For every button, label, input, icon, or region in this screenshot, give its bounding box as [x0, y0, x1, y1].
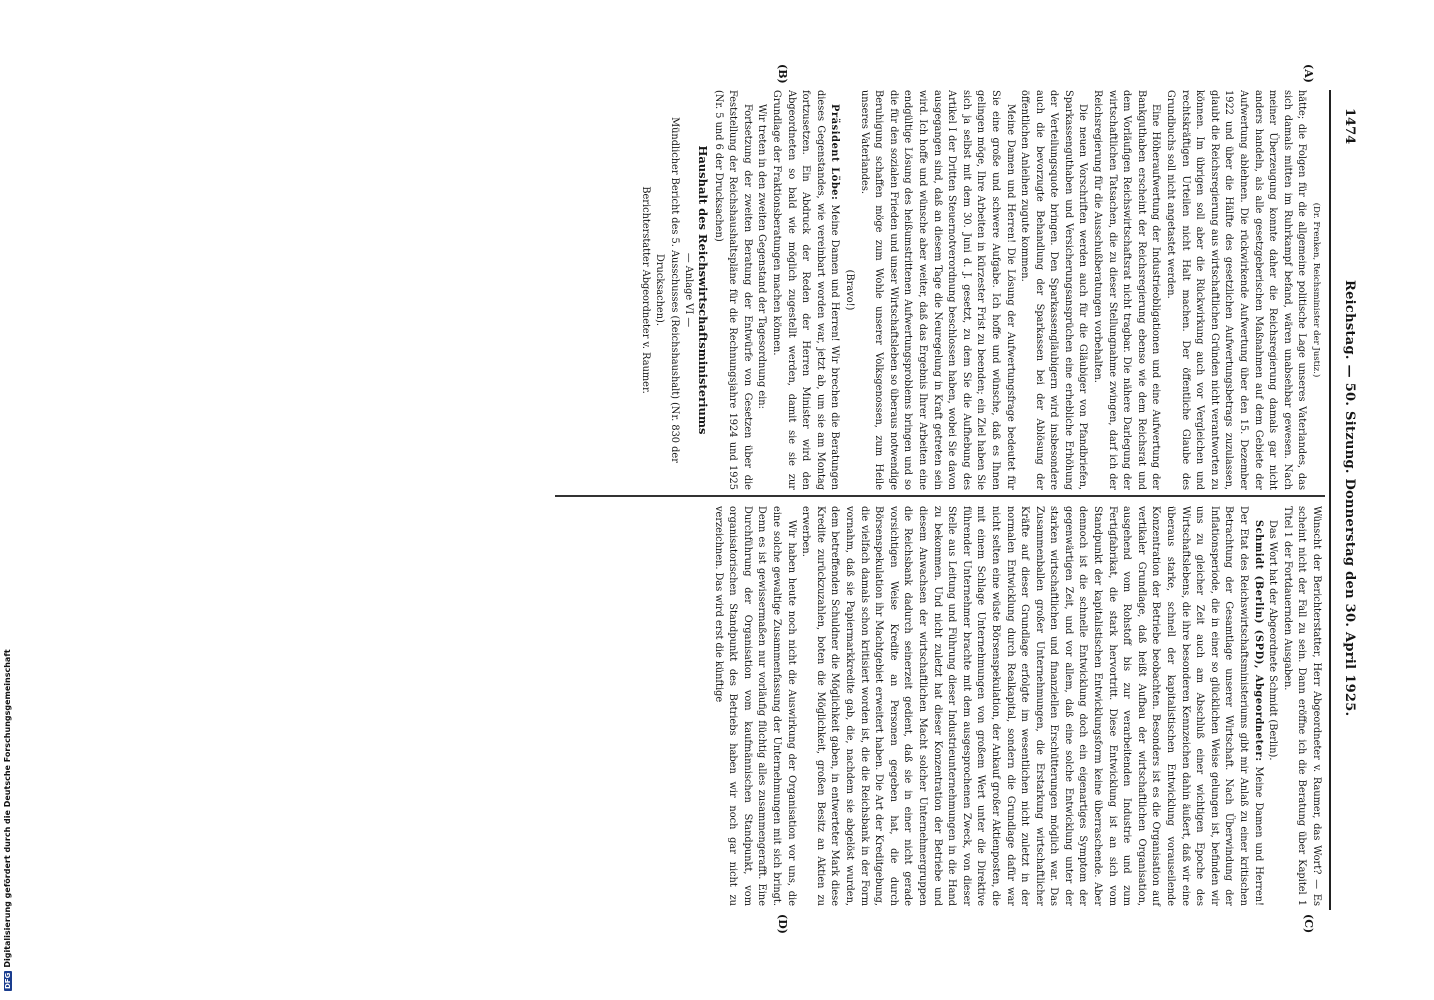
margin-marker-a: (A) — [1302, 64, 1315, 83]
agenda-item: Fortsetzung der zweiten Beratung der Entwürfe von Gesetzen über die Feststellung der Reichshaushaltspläne für die Rechnungsjahre 1924 und 1925 (Nr. 5 und 6 der Drucksachen) — [712, 90, 753, 490]
column-rule — [555, 495, 1325, 497]
speaker-continuation: (Dr. Frenken, Reichsminister der Justiz.) — [1311, 202, 1321, 378]
rotated-page — [104, 64, 1359, 934]
header-rule — [1329, 90, 1331, 910]
page-header — [1333, 90, 1359, 910]
applause-note: (Bravo!) — [844, 269, 855, 311]
speech-paragraph — [768, 90, 841, 490]
paragraph: Wir treten in den zweiten Gegenstand der Tagesordnung ein: — [756, 104, 768, 409]
left-column — [637, 90, 1323, 490]
margin-marker-d: (D) — [776, 914, 789, 934]
speech-paragraph — [798, 506, 1265, 906]
speech-text: Meine Damen und Herren! Der Etat des Reichswirtschaftsministeriums gibt mir Anlaß zu einer kritischen Betrachtung der Gesamtlage unserer Wirtschaft. Nach Überwindung der Inflationsperiode, die in einer so glücklichen Weise gelungen ist, befinden wir uns zu gleicher Zeit auch am Abschluß einer wichtigen Epoche des Wirtschaftslebens, die ihre besonderen Kennzeichen dahin äußert, daß wir eine überaus starke, schnell der kapitalistischen Entwicklung vorauseilende Konzentration der Betriebe beobachten. Besonders ist es die Organisation auf vertikaler Grundlage, daß heißt Aufbau der wirtschaftlichen Organisation, ausgehend vom Rohstoff bis zur verarbeitenden Industrie und zum Fertigfabrikat, die stark hervortritt. Diese Entwicklung ist an sich vom Standpunkt der kapitalistischen Entwicklungsform keine überraschende. Aber dennoch ist die schnelle Entwicklung doch ein eigenartiges Symptom der gegenwärtigen Zeit, und vor allem, daß eine solche Entwicklung unter der starken wirtschaftlichen und finanziellen Erschütterungen möglich war. Das Zusammenballen großer Unternehmungen, die Erstarkung wirtschaftlicher Kräfte auf dieser Grundlage erfolgte im wesentlichen nicht zuletzt in der normalen Entwicklung durch Realkapital, sondern die Grundlage dafür war nicht selten eine wüste Börsenspekulation, der Ankauf großer Aktienposten, die mit einem Schlage Unternehmungen von großem Wert unter die Direktive führender Unternehmer brachte mit dem ausgesprochenen Zweck, von dieser Stelle aus Leitung und Führung dieser Industrieunternehmungen in die Hand zu bekommen. Und nicht zuletzt hat dieser Konzentration der Betriebe und diesem Anwachsen der wirtschaftlichen Macht solcher Unternehmergruppen die Reichsbank dadurch seinerzeit gedient, daß sie in einer nicht gerade vorsichtigen Weise Kredite an Personen gegeben hat, die durch Börsenspekulation ihr Machtgebiet erweitert haben. Die Art der Kreditgebung, die vielfach damals schon kritisiert worden ist, die die Reichsbank in der Form vornahm, daß sie Papiermarkkredite gab, die, nachdem sie abgelöst wurden, dem betreffenden Schuldner die Möglichkeit gaben, in entwerteter Mark diese Kredite zurückzuzahlen, boten die Möglichkeit, großen Besitz an Aktien zu erwerben. — [800, 506, 1264, 906]
paragraph: Wir haben heute noch nicht die Auswirkung der Organisation vor uns, die eine solche gewaltige Zusammenfassung der Unternehmungen mit sich bringt. Denn es ist gewissermaßen nur vorläufig flüchtig alles zusammengerafft. Eine Durchführung der Organisation vom kaufmännischen Standpunkt, vom organisatorischen Standpunkt des Betriebs haben wir noch gar nicht zu verzeichnen. Das wird erst die künftige — [712, 506, 797, 906]
paragraph: Die neuen Vorschriften werden auch für die Gläubiger von Pfandbriefen, Sparkassenguthaben und Versicherungsansprüchen eine erhebliche Erhöhung der Verteilungsquote bringen. Den Sparkassengläubigern wird insbesondere auch die bevorzugte Behandlung der Sparkassen bei der Ablösung der öffentlichen Anleihen zugute kommen. — [1019, 90, 1089, 490]
paragraph: Eine Höheraufwertung der Industrieobligationen und eine Aufwertung der Bankguthaben erscheint der Reichsregierung ebenso wie dem Reichsrat und dem Vorläufigen Reichswirtschaftsrat nicht tragbar. Die nähere Darlegung der wirtschaftlichen Tatsachen, die zu dieser Stellungnahme zwingen, darf ich der Reichsregierung für die Ausschußberatungen vorbehalten. — [1092, 90, 1162, 490]
margin-marker-c: (C) — [1302, 914, 1315, 934]
annex-label: — Anlage VI — — [683, 252, 695, 328]
paragraph: Meine Damen und Herren! Die Lösung der Aufwertungsfrage bedeutet für Sie eine große und schwere Aufgabe. Ich hoffe und wünsche, daß es Ihnen gelingen möge, Ihre Arbeiten in kürzester Frist zu beenden; ein Ziel haben Sie sich ja selbst mit dem 30. Juni d. J. gesetzt, zu dem Sie die Aufhebung des Artikel I der Dritten Steuernotverordnung beschlossen haben, wobei Sie davon ausgegangen sind, daß an diesem Tage die Neuregelung in Kraft getreten sein wird. Ich hoffe und wünsche aber weiter, daß das Ergebnis Ihrer Arbeiten eine endgültige Lösung des heißumstrittenen Aufwertungsproblems bringen und so die für den sozialen Frieden und unser Wirtschaftsleben so überaus notwendige Beruhigung schaffen möge zum Wohle unserer Volksgenossen, zum Heile unseres Vaterlandes. — [858, 90, 1016, 490]
agenda-title: Haushalt des Reichswirtschaftsministeriums — [696, 145, 711, 435]
speaker-name: Schmidt (Berlin) (SPD), Abgeordneter: — [1252, 520, 1264, 762]
speaker-name: Präsident Löbe: — [829, 104, 841, 201]
right-column — [710, 506, 1323, 906]
paragraph: hätte; die Folgen für die allgemeine politische Lage unseres Vaterlandes, das sich damals mitten im Ruhrkampf befand, wären unabsehbar gewesen. Nach meiner Überzeugung konnte daher die Reichsregierung damals gar nicht anders handeln, als alle gesetzgeberischen Maßnahmen auf dem Gebiete der Aufwertung ablehnen. Die rückwirkende Aufwertung über den 15. Dezember 1922 und über die Hälfte des gesetzlichen Aufwertungsbetrags zuzulassen, glaubt die Reichsregierung aus wirtschaftlichen Gründen nicht verantworten zu können. Im übrigen soll aber die Rückwirkung auch vor Vergleichen und rechtskräftigen Urteilen nicht Halt machen. Der öffentliche Glaube des Grundbuchs soll nicht angetastet werden. — [1165, 90, 1308, 490]
paragraph: Das Wort hat der Abgeordnete Schmidt (Berlin). — [1267, 520, 1279, 761]
rapporteur: Berichterstatter Abgeordneter v. Raumer. — [639, 186, 651, 394]
paragraph: Wünscht der Berichterstatter, Herr Abgeordneter v. Raumer, das Wort? — Es scheint nicht der Fall zu sein. Dann eröffne ich die Beratung über Kapitel 1 Titel 1 der Fortdauernden Ausgaben. — [1281, 506, 1322, 906]
committee-report: Mündlicher Bericht des 5. Ausschusses (Reichshaushalt) (Nr. 830 der Drucksachen). — [654, 117, 680, 463]
page-number: 1474 — [1342, 108, 1357, 145]
digitization-credit — [3, 649, 12, 991]
credit-text: Digitalisierung gefördert durch die Deutsche Forschungsgemeinschaft — [3, 649, 12, 968]
speech-text: Meine Damen und Herren! Wir brechen die Beratungen dieses Gegenstandes, wie vereinbart worden war, jetzt ab, um sie am Montag fortzusetzen. Ein Abdruck der Reden der Herren Minister wird den Abgeordneten so bald wie möglich zugestellt werden, damit sie sie zur Grundlage der Fraktionsberatungen machen können. — [771, 90, 841, 490]
dfg-logo-icon: DFG — [4, 972, 12, 989]
running-title: Reichstag. — 50. Sitzung. Donnerstag den 30. April 1925. — [1342, 280, 1357, 717]
margin-marker-b: (B) — [776, 64, 789, 84]
